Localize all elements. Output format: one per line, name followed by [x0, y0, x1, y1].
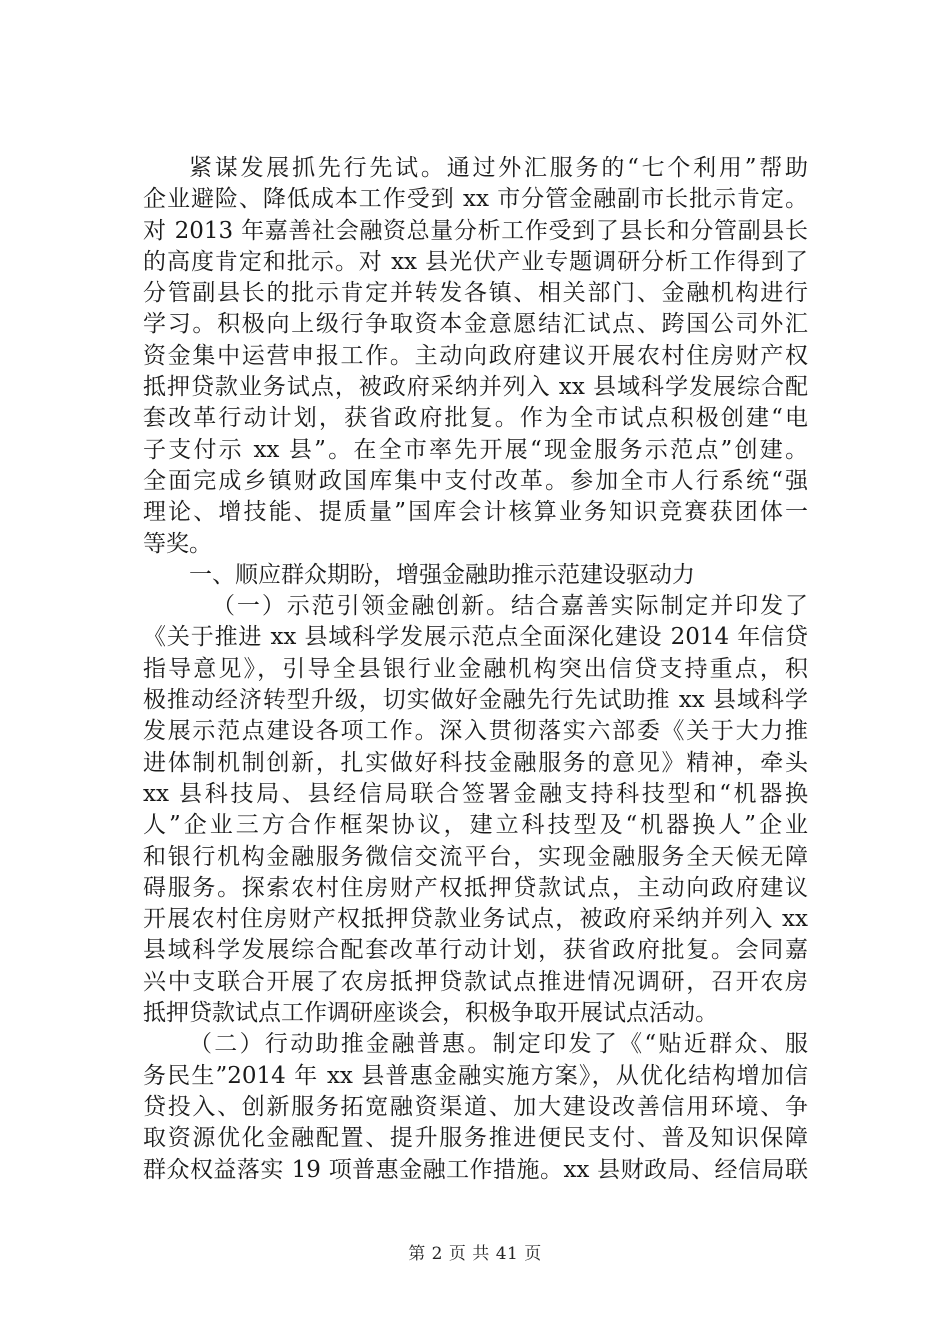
text-line: 全面完成乡镇财政国库集中支付改革。参加全市人行系统“强	[143, 467, 808, 494]
text-line: 和银行机构金融服务微信交流平台，实现金融服务全天候无障	[143, 843, 808, 870]
text-line: 开展农村住房财产权抵押贷款业务试点，被政府采纳并列入 xx	[143, 906, 808, 933]
text-line: 资金集中运营申报工作。主动向政府建议开展农村住房财产权	[143, 342, 808, 369]
text-line: 对 2013 年嘉善社会融资总量分析工作受到了县长和分管副县长	[143, 217, 808, 244]
text-line: 进体制机制创新，扎实做好科技金融服务的意见》精神，牵头	[143, 749, 808, 776]
text-line: 碍服务。探索农村住房财产权抵押贷款试点，主动向政府建议	[143, 874, 808, 901]
text-line: 一、顺应群众期盼，增强金融助推示范建设驱动力	[189, 561, 695, 588]
text-line: 抵押贷款业务试点，被政府采纳并列入 xx 县域科学发展综合配	[143, 374, 808, 401]
text-line: 群众权益落实 19 项普惠金融工作措施。xx 县财政局、经信局联	[143, 1156, 808, 1183]
text-line: 取资源优化金融配置、提升服务推进便民支付、普及知识保障	[143, 1125, 808, 1152]
text-line: 紧谋发展抓先行先试。通过外汇服务的“七个利用”帮助	[189, 155, 808, 181]
text-line: 贷投入、创新服务拓宽融资渠道、加大建设改善信用环境、争	[143, 1093, 808, 1120]
text-line: 理论、增技能、提质量”国库会计核算业务知识竞赛获团体一	[143, 499, 808, 526]
document-body	[143, 153, 808, 1186]
text-line: 抵押贷款试点工作调研座谈会，积极争取开展试点活动。	[143, 1000, 718, 1027]
text-line: 学习。积极向上级行争取资本金意愿结汇试点、跨国公司外汇	[143, 311, 808, 338]
text-line: xx 县科技局、县经信局联合签署金融支持科技型和“机器换	[143, 780, 808, 807]
text-line: 等奖。	[143, 530, 212, 557]
text-line: 的高度肯定和批示。对 xx 县光伏产业专题调研分析工作得到了	[143, 248, 808, 275]
text-line: 套改革行动计划，获省政府批复。作为全市试点积极创建“电	[143, 405, 808, 432]
text-line: 指导意见》，引导全县银行业金融机构突出信贷支持重点，积	[143, 655, 808, 682]
text-line: 务民生”2014 年 xx 县普惠金融实施方案》，从优化结构增加信	[143, 1062, 808, 1089]
text-line: 极推动经济转型升级，切实做好金融先行先试助推 xx 县域科学	[143, 687, 808, 714]
text-line: （二）行动助推金融普惠。制定印发了《“贴近群众、服	[189, 1031, 808, 1058]
text-line: 企业避险、降低成本工作受到 xx 市分管金融副市长批示肯定。	[143, 186, 808, 213]
text-line: 县域科学发展综合配套改革行动计划，获省政府批复。会同嘉	[143, 937, 808, 964]
text-line: （一）示范引领金融创新。结合嘉善实际制定并印发了	[212, 593, 808, 620]
text-line: 人”企业三方合作框架协议，建立科技型及“机器换人”企业	[143, 812, 808, 839]
page-footer: 第 2 页 共 41 页	[408, 1244, 542, 1264]
text-line: 《关于推进 xx 县域科学发展示范点全面深化建设 2014 年信贷	[143, 624, 808, 651]
text-line: 子支付示 xx 县”。在全市率先开展“现金服务示范点”创建。	[143, 436, 808, 463]
text-line: 分管副县长的批示肯定并转发各镇、相关部门、金融机构进行	[143, 280, 808, 307]
text-line: 兴中支联合开展了农房抵押贷款试点推进情况调研，召开农房	[143, 968, 808, 995]
text-line: 发展示范点建设各项工作。深入贯彻落实六部委《关于大力推	[143, 718, 808, 745]
